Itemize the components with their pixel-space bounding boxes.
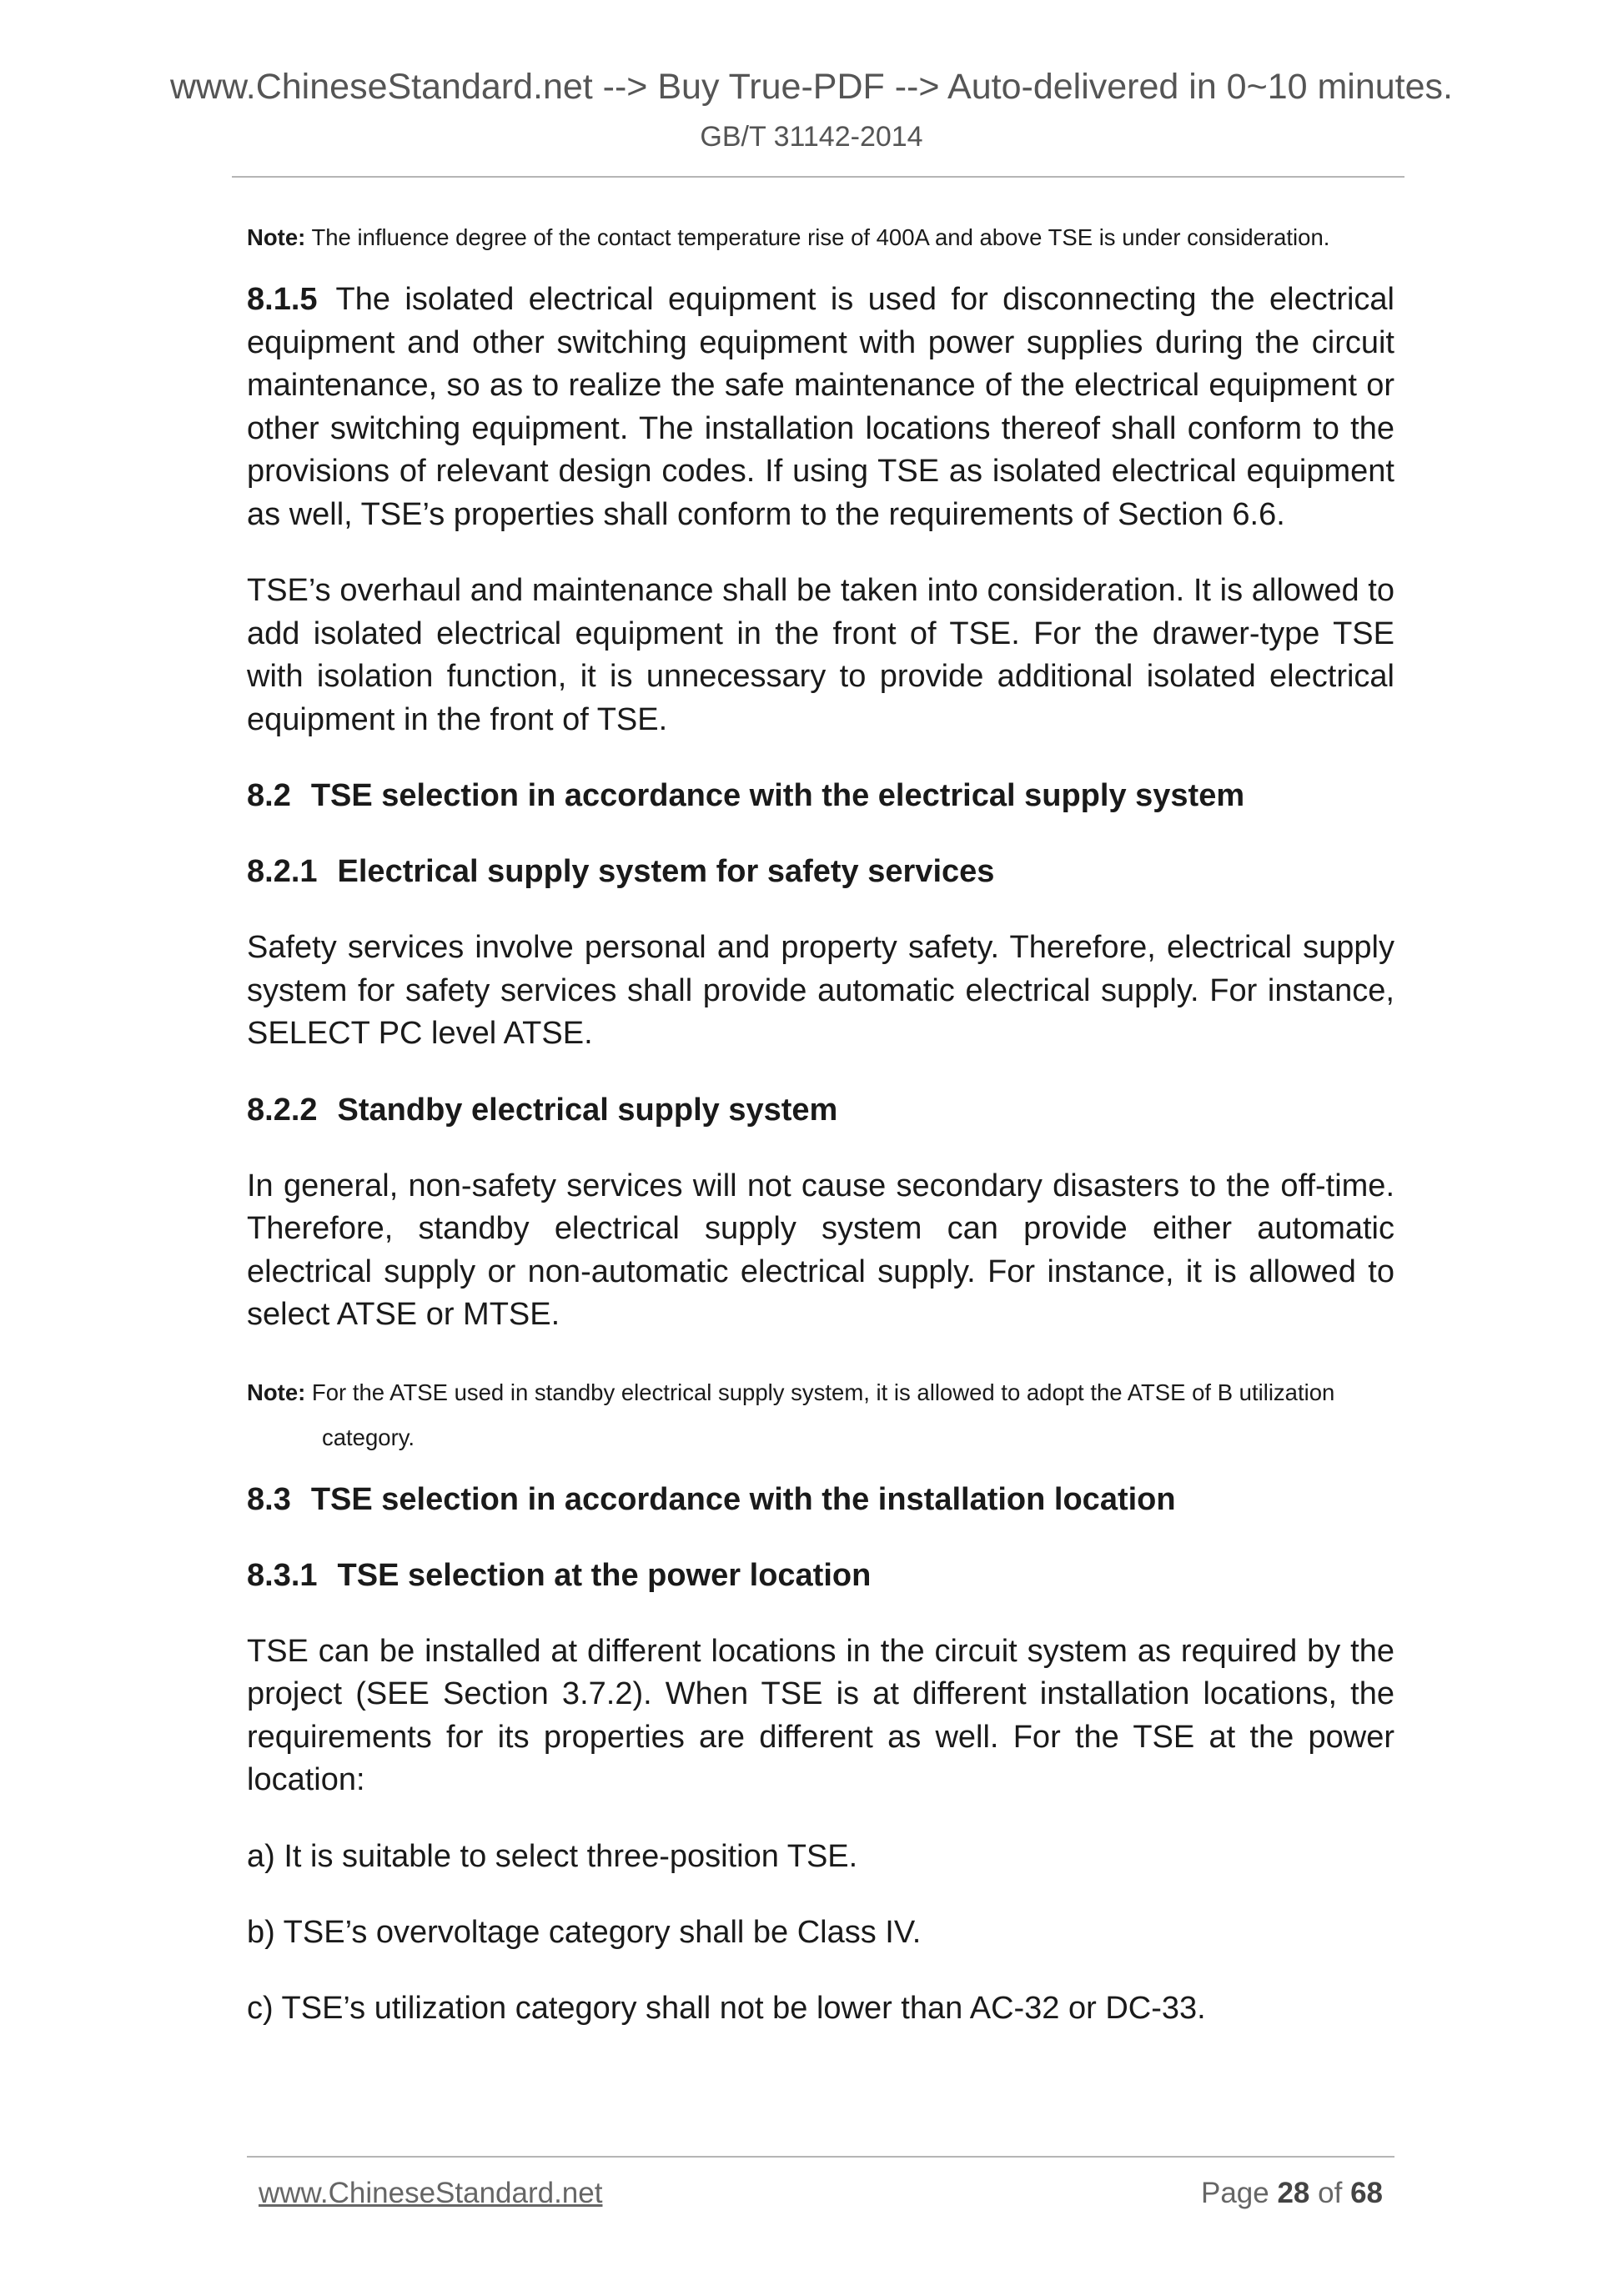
heading-8-3: [247, 1479, 1394, 1521]
footer-website-link[interactable]: www.ChineseStandard.net: [259, 2177, 603, 2209]
page-word: Page: [1200, 2177, 1269, 2209]
note-atse-standby: [247, 1370, 1394, 1460]
heading-title: TSE selection in accordance with the installation location: [310, 1481, 1176, 1517]
paragraph-8-2-2: In general, non-safety services will not cause secondary disasters to the off-time. Therefore, standby electrical supply system can provide either automatic electrical supply or non-automatic electrical supply. For instance, it is allowed to select ATSE or MTSE.: [247, 1168, 1394, 1332]
paragraph-8-3-1: TSE can be installed at different locations in the circuit system as required by the project (SEE Section 3.7.2). When TSE is at different installation locations, the requirements for its properties are different as well. For the TSE at the power location:: [247, 1633, 1394, 1797]
current-page-number: 28: [1277, 2177, 1310, 2209]
heading-8-3-1: [247, 1555, 1394, 1597]
note-text: For the ATSE used in standby electrical supply system, it is allowed to adopt the ATSE of B utilization: [311, 1379, 1335, 1405]
clause-number: 8.1.5: [247, 282, 318, 317]
note-text: The influence degree of the contact temperature rise of 400A and above TSE is under consideration.: [311, 224, 1330, 250]
header-divider: [232, 176, 1404, 178]
note-text-continued: category.: [322, 1424, 415, 1450]
heading-title: Electrical supply system for safety services: [337, 854, 995, 889]
heading-title: TSE selection in accordance with the electrical supply system: [310, 778, 1245, 813]
list-item-a: a) It is suitable to select three-position TSE.: [247, 1838, 858, 1874]
heading-8-2: [247, 775, 1394, 817]
paragraph-8-2-1: Safety services involve personal and property safety. Therefore, electrical supply system for safety services shall provide automatic electrical supply. For instance, SELECT PC level ATSE.: [247, 930, 1394, 1051]
footer-divider: [247, 2156, 1394, 2158]
page-indicator: [1201, 2175, 1383, 2212]
note-contact-temperature: [247, 215, 1394, 260]
paragraph-8-1-5: [247, 279, 1394, 536]
heading-number: 8.2.1: [247, 854, 318, 889]
paragraph-text: The isolated electrical equipment is used for disconnecting the electrical equipment and other switching equipment with power supplies during the circuit maintenance, so as to realize the safe maintenance of the electrical equipment or other switching equipment. The installation locations thereof shall conform to the provisions of relevant design codes. If using TSE as isolated electrical equipment as well, TSE’s properties shall conform to the requirements of Section 6.6.: [247, 282, 1394, 532]
heading-number: 8.3.1: [247, 1557, 318, 1593]
note-label: Note:: [247, 224, 306, 250]
header-banner: www.ChineseStandard.net --> Buy True-PDF --> Auto-delivered in 0~10 minutes.: [169, 67, 1453, 107]
heading-8-2-1: [247, 851, 1394, 893]
paragraph-overhaul: TSE’s overhaul and maintenance shall be taken into consideration. It is allowed to add isolated electrical equipment in the front of TSE. For the drawer-type TSE with isolation function, it is unnecessary to provide additional isolated electrical equipment in the front of TSE.: [247, 573, 1394, 737]
note-label: Note:: [247, 1379, 306, 1405]
page-of-word: of: [1318, 2177, 1343, 2209]
heading-title: TSE selection at the power location: [337, 1557, 872, 1593]
list-item-b: b) TSE’s overvoltage category shall be Class IV.: [247, 1914, 922, 1950]
page-content: [247, 215, 1394, 2063]
heading-number: 8.3: [247, 1481, 291, 1517]
standard-number: GB/T 31142-2014: [700, 121, 923, 153]
heading-8-2-2: [247, 1089, 1394, 1132]
total-pages-number: 68: [1350, 2177, 1383, 2209]
list-item-c: c) TSE’s utilization category shall not be lower than AC-32 or DC-33.: [247, 1990, 1206, 2026]
heading-number: 8.2.2: [247, 1092, 318, 1128]
heading-number: 8.2: [247, 778, 291, 813]
heading-title: Standby electrical supply system: [337, 1092, 838, 1128]
